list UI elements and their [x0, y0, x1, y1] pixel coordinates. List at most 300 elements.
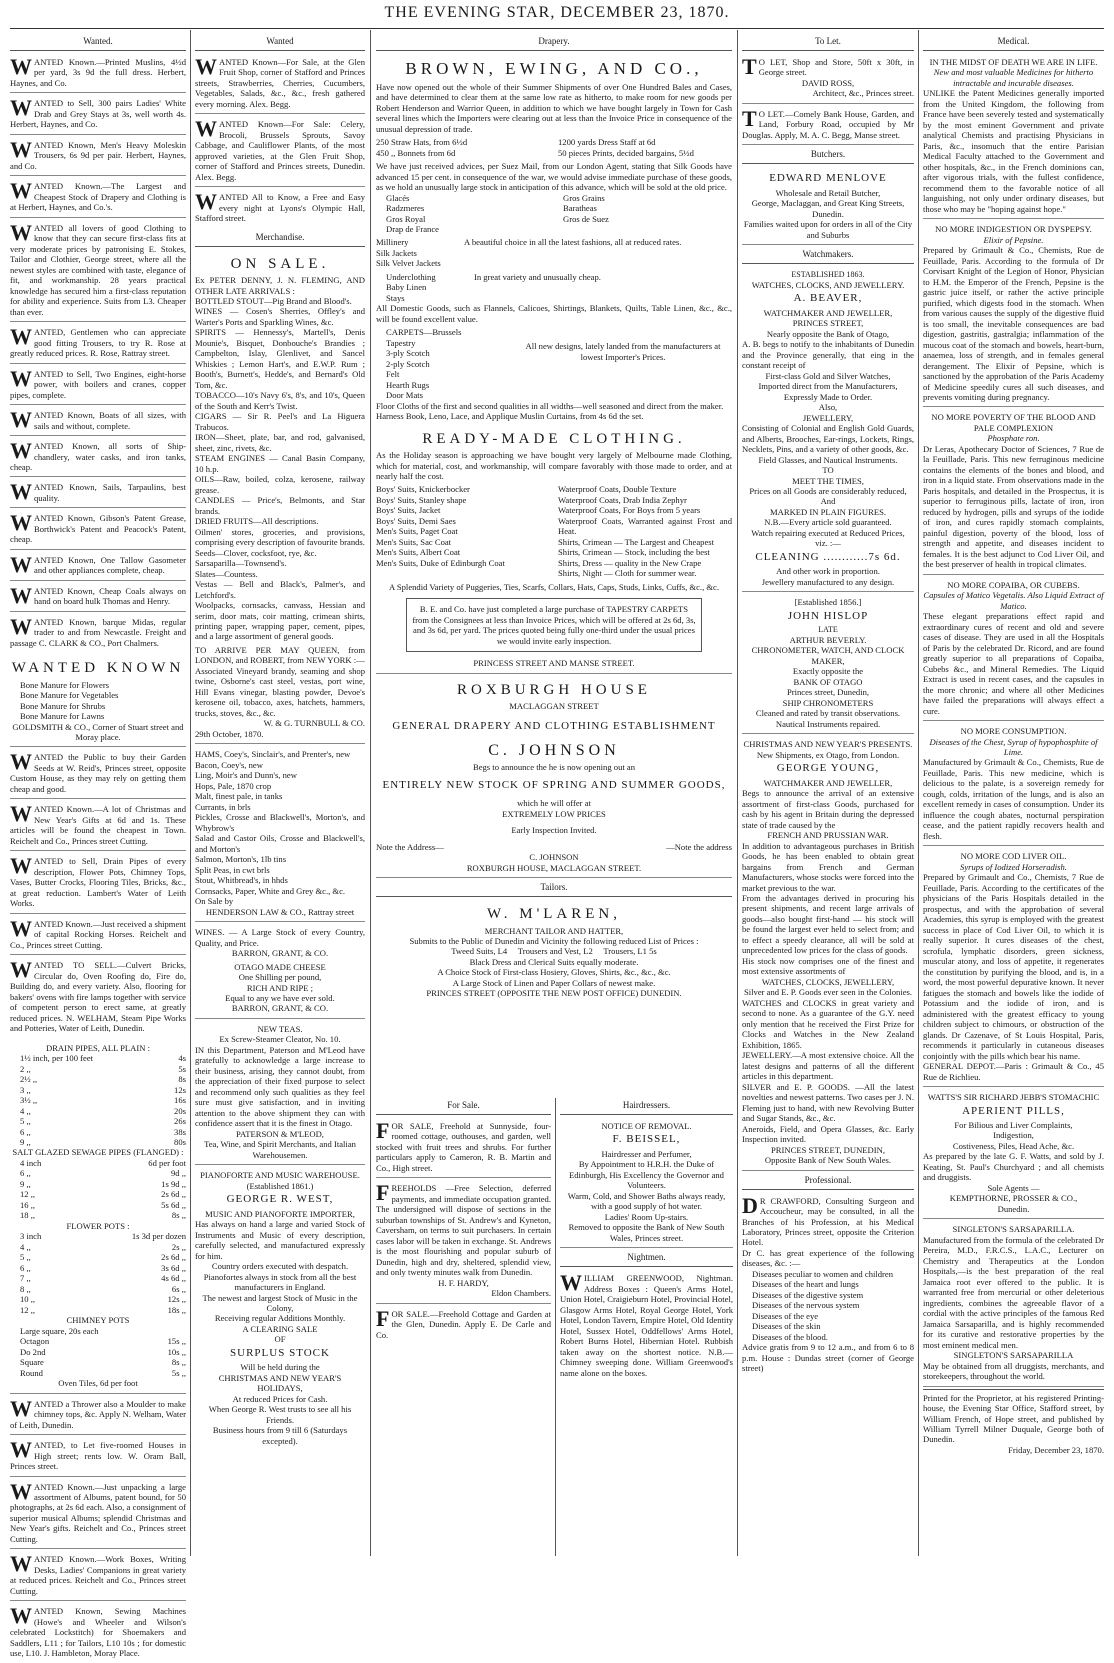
ad-subtitle: MERCHANT TAILOR AND HATTER,: [484, 925, 624, 936]
ad-line: ARTHUR BEVERLY.: [789, 634, 867, 645]
ad-title: CHRISTMAS AND NEW YEAR'S PRESENTS.: [743, 739, 913, 750]
price-row: [10, 1347, 186, 1357]
ad-title: IN THE MIDST OF DEATH WE ARE IN LIFE.: [929, 56, 1098, 67]
ad-line: Watch repairing executed at Reduced Prices,: [751, 527, 905, 538]
ad-item: Sarsaparilla—Townsend's.: [195, 558, 287, 569]
ad-line: Bone Manure for Vegetables: [20, 690, 119, 701]
ad-subtitle: Wholesale and Retail Butcher,: [775, 187, 881, 198]
ad-subtitle: WATCHMAKER AND JEWELLER,: [763, 307, 893, 318]
ad-item: CIGARS — Sir R. Peel's and La Higuera Trabucos.: [195, 411, 365, 432]
ad-signature: KEMPTHORNE, PROSSER & CO.,: [949, 1193, 1078, 1204]
ad-item: Cornsacks, Paper, White and Grey &c., &c.: [195, 885, 346, 896]
price-item: 12 ,,: [20, 1304, 36, 1315]
ad-body: Families waited upon for orders in all of the City and Suburbs: [743, 219, 913, 240]
ad-body: SILVER and E. P. GOODS. —All the latest novelties and newest patterns. Two cases per J. N. Fleming just to hand, with new Revolving Butter and Sugar Stands, &c., &c.: [742, 1081, 914, 1124]
ad-body: ANTED Known.—Printed Muslins, 4½d per yard, 3s 9d the full dress. Herbert, Haynes, and Co.: [10, 56, 186, 88]
ad-body: All Domestic Goods, such as Flannels, Calicoes, Shirtings, Blankets, Quilts, Table Linen, &c., &c., will be found excellent value.: [376, 303, 732, 324]
ad-subtitle: WATCHMAKER AND JEWELLER,: [763, 777, 893, 788]
ad-est: [Established 1856.]: [794, 597, 862, 608]
drop-cap: W: [10, 1395, 32, 1421]
ad-item: Diseases peculiar to women and children: [752, 1268, 894, 1279]
drop-cap: W: [10, 365, 32, 391]
column-divider: [737, 30, 738, 1556]
ad-line: TO: [822, 465, 834, 476]
ad-item: Boys' Suits, Knickerbocker: [376, 484, 470, 495]
ad-body: Begs to announce the arrival of an extensive assortment of first-class Goods, purchased for cash by his agent in Britain during the depressed state of trade caused by the: [742, 788, 914, 830]
ads-list: [10, 749, 186, 1037]
ad-footer: A Splendid Variety of Puggeries, Ties, Scarfs, Collars, Hats, Caps, Studs, Links, Cuffs, &c., &c.: [388, 581, 720, 592]
price-row: [10, 1210, 186, 1220]
price-item: 4 ,,: [20, 1105, 31, 1116]
price-rows: [10, 1053, 186, 1147]
ad-body: ANTED Known—For Sale, at the Glen Fruit Shop, corner of Stafford and Princes streets, Strawberries, Cherries, Cucumbers, Vegetables, Salads, &c., &c., fresh gathered every morning. Alex. Begg.: [195, 56, 365, 109]
column-drapery: [376, 34, 732, 1094]
ad-line: which he will offer at: [517, 798, 591, 809]
ad-line: Field Glasses, and Nautical Instruments.: [758, 454, 898, 465]
ad-name: A. BEAVER,: [793, 292, 863, 305]
ad-line: SHIP CHRONOMETERS: [782, 697, 874, 708]
price-item: Round: [20, 1367, 43, 1378]
ad-line: EXTREMELY LOW PRICES: [502, 808, 606, 819]
price-value: 12s ,,: [167, 1294, 186, 1305]
ad-item: IRON—Sheet, plate, bar, and rod, galvanised, sheet, zinc, rivets, &c.: [195, 432, 365, 453]
ad-name: EDWARD MENLOVE: [769, 172, 887, 185]
ad-signature: HENDERSON LAW & CO., Rattray street: [205, 906, 355, 917]
price-rows: [10, 1326, 186, 1378]
price-rows: [10, 1231, 186, 1315]
price-row: [10, 1074, 186, 1084]
ad-item: Waterproof Coats, Warranted against Frost and Heat.: [558, 515, 732, 537]
ad-title: NO MORE COD LIVER OIL.: [960, 851, 1067, 862]
ad-body: ANTED Known, all sorts of Ship-chandlery, water casks, and iron tanks, cheap.: [10, 441, 186, 472]
ad-body: ANTED All to Know, a Free and Easy every night at Lyons's Olympic Hall, Stafford street.: [195, 192, 365, 224]
ad-item: Slates—Countess.: [195, 568, 258, 579]
ad-item: Underclothing: [386, 271, 436, 282]
ad-beaver: [742, 267, 914, 592]
ad-phosphate-iron: [923, 409, 1104, 574]
ad-address: George, Maclaggan, and Great King Streets, Dunedin.: [751, 198, 905, 219]
ad-item: Pickles, Crosse and Blackwell's, Morton's, and Whybrow's: [195, 812, 365, 833]
ad-title: NEW TEAS.: [257, 1023, 303, 1034]
ad-line: Silver and E. P. Goods ever seen in the Colonies.: [743, 987, 913, 998]
ad-item: Ling, Moir's and Dunn's, new: [195, 770, 297, 781]
column-divider: [370, 30, 371, 1556]
ad-title: ON SALE.: [230, 255, 330, 272]
classified-ad: [10, 1551, 186, 1601]
ad-line: CHRISTMAS AND NEW YEAR'S HOLIDAYS,: [218, 1372, 342, 1394]
ad-body: REEHOLDS —Free Selection, deferred payments, and immediate occupation granted. The undersigned will dispose of sections in the suburban townships of St. Andrew's and Kyneton, Caversham, on terms to suit purchasers. In certain cases labor will be taken in exchange. St. Andrews is the most flourishing and popular suburb of Dunedin, high and dry, sheltered, splendid view, and only twenty minutes walk from Dunedin.: [376, 1183, 551, 1278]
price-value: 20s: [174, 1105, 186, 1116]
ad-body: ANTED all lovers of good Clothing to know that they can secure first-class fits at very moderate prices by patronising E. Stokes, Tailor and Clothier, George street, where all the newest styles are combined with taste, elegance of fit, and workmanship. 28 years practical knowledge has secured him a first-class reputation for ability and experience. Suits from L3. Cheaper than ever.: [10, 222, 186, 317]
ad-items: [376, 484, 550, 578]
ad-new-teas: [195, 1021, 365, 1165]
classified-ad: [10, 583, 186, 612]
ad-body: Have now opened out the whole of their Summer Shipments of over One Hundred Bales and Cases, and have determined to clear them at the same low rate as hitherto, to make room for new goods per Robert Henderson and Warrior Queen, in addition to which we have bought largely in Town for Cash several lines which the Importers were clearing out at less than the Invoice Price in consequence of the unusual depression of trade.: [376, 81, 732, 134]
ad-item: SPIRITS — Hennessy's, Martell's, Denis Mounie's, Bisquet, Donbouche's Brandies ; Campbelton, Islay, Glenlivet, and Sancel Whiskies ; Lemon Hart's, and E.W.P. Rum ; Booth's, Burnett's, Hedde's, and Bernard's Old Tom, &c.: [195, 327, 365, 390]
oven-tiles: Oven Tiles, 6d per foot: [58, 1378, 138, 1389]
section-heading-for-sale: For Sale.: [376, 1098, 551, 1115]
ad-body: ANTED Known, Cheap Coals always on hand on board hulk Thomas and Henry.: [34, 585, 186, 607]
ad-item: Shirts, Crimean — Stock, including the best: [558, 547, 710, 558]
ad-line: N.B.—Every article sold guaranteed.: [764, 517, 892, 528]
ad-item: Felt: [386, 369, 400, 380]
ad-item: Drap de France: [386, 224, 439, 234]
ad-body: ANTED to Sell, 300 pairs Ladies' White Drab and Grey Stays at 3s, well worth 4s. Herbert, Haynes, and Co.: [10, 98, 186, 130]
ad-body: Prepared by Grimault and Co., Chemists, 7 Rue de Feuillade, Paris. According to the certificates of the physicians of the Paris Hospitals detailed in the prospectus, and with the approbation of several Academies, this syrup is employed with the greatest success in place of Cod Liver Oil, to which it is really superior. It cures diseases of the chest, scrofula, lymphatic disorders, green sickness, muscular atony, and loss of appetite, it regenerates the constitution by purifying the blood, and is, in a word, the most powerful depurative known. It never fatigues the stomach and bowels like the iodide of Potassium and the iodide of iron, and is administered with the greatest efficacy to young children subject to chimours, or obstruction of the glands. Dr Cazenave, of St Louis Hospital, Paris, recommends it particularly in cutaneous diseases conjointly with the pills which bear his name.: [923, 872, 1104, 1061]
ad-item: Gros Royal: [386, 213, 426, 224]
ad-line: Prices on all Goods are considerably reduced,: [749, 486, 907, 496]
ad-name: GEORGE YOUNG,: [776, 762, 880, 775]
ad-address: PRINCES STREET (OPPOSITE THE NEW POST OFFICE) DUNEDIN.: [426, 988, 682, 999]
classified-ad: [10, 366, 186, 405]
column-wanted-1: [10, 34, 186, 1659]
price-item: 9 ,,: [20, 1136, 31, 1147]
ad-items: [376, 237, 456, 268]
ad-items: [376, 137, 550, 158]
ad-item: Malt, finest pale, in tanks: [195, 791, 283, 802]
ad-item: Vestas — Bell and Black's, Palmer's, and Letchford's.: [195, 579, 365, 600]
price-row: [10, 1053, 186, 1063]
ad-item: Shirts, Night — Cloth for summer wear.: [558, 568, 697, 579]
classified-ad: [10, 853, 186, 913]
ad-item: CANDLES — Price's, Belmonts, and Star brands.: [195, 495, 365, 516]
ad-item: Woolpacks, cornsacks, canvass, Hessian and serim, door mats, coir matting, crimean shirts, printing paper, wrapping paper, cement, pipes, and a large assortment of general goods.: [195, 600, 365, 642]
price-value: 26s: [174, 1116, 186, 1127]
ad-items: [386, 193, 555, 235]
ad-body: ANTED TO SELL.—Culvert Bricks, Circular do, Oven Roofing do, Fire do, Building do, and every variety. Also, flooring for bakers' ovens with fire lamps together with service of competent person to erect same, at greatly reduced prices. N. WELHAM, Steam Pipe Works and Potteries, Water of Leith, Dunedin.: [10, 960, 186, 1034]
ad-item: DRIED FRUITS—All descriptions.: [195, 516, 319, 527]
ad-line: At reduced Prices for Cash.: [232, 1393, 328, 1404]
ad-line: BANK OF OTAGO: [793, 676, 863, 687]
ad-signature-sub: Dunedin.: [997, 1203, 1030, 1214]
ad-title: NO MORE INDIGESTION OR DYSPEPSY.: [935, 224, 1092, 235]
ad-body: ANTED Known, One Tallow Gasometer and other appliances complete, cheap.: [34, 554, 186, 576]
ad-item: Baby Linen: [386, 282, 427, 293]
ad-signature-sub: Eldon Chambers.: [491, 1288, 551, 1299]
price-value: 5s: [178, 1063, 186, 1074]
drop-cap: W: [10, 1478, 32, 1504]
ad-item: TOBACCO—10's Navy 6's, 8's, and 10's, Queen of the South and Kerr's Twist.: [195, 390, 365, 411]
ad-items: [386, 327, 506, 400]
price-item: 9 ,,: [20, 1178, 31, 1189]
imprint: [923, 1389, 1104, 1460]
ad-heading: GENERAL DRAPERY AND CLOTHING ESTABLISHMENT: [392, 719, 716, 732]
ad-george-young: [742, 736, 914, 1170]
ad-body: ANTED Known, Men's Heavy Moleskin Trousers, 6s 9d per pair. Herbert, Haynes, and Co.: [10, 139, 186, 171]
classified-ad: [10, 1437, 186, 1476]
ad-body: May be obtained from all druggists, merchants, and storekeepers, throughout the world.: [923, 1360, 1104, 1382]
price-row: [10, 1284, 186, 1294]
ad-est: (Established 1861.): [246, 1180, 314, 1191]
ad-on-sale: [195, 250, 365, 745]
ad-body: Manufactured from the formula of the celebrated Dr Pereira, M.D., F.R.C.S., L.A.C., Lecturer on Chemistry and Therapeutics at the London Hospitals,—is the best preparation of the real Jamaica root ever offered to the public. It is warranted free from mercurial or other deleterious ingredients, combines the agreeable flavor of a cordial with the active principles of the famous Red Jamaica Sarsaparilla, and is highly recommended for its curative and restorative properties by the most eminent medical men.: [923, 1234, 1104, 1350]
ad-body: Dr C. has great experience of the following diseases, &c. :—: [742, 1247, 914, 1269]
ad-line: Bone Manure for Lawns: [20, 711, 105, 722]
price-item: 8 ,,: [20, 1283, 31, 1294]
drop-cap: W: [10, 510, 32, 536]
price-item: 10 ,,: [20, 1294, 36, 1305]
section-heading-watchmakers: Watchmakers.: [742, 247, 914, 264]
ad-name: GEORGE R. WEST,: [226, 1193, 334, 1206]
ad-line: SINGLETON'S SARSAPARILLA: [953, 1350, 1074, 1361]
ad-item: Bacon, Coey's, new: [195, 759, 263, 770]
ad-title: BROWN, EWING, AND CO.,: [405, 58, 703, 78]
ad-millinery: [376, 237, 732, 268]
price-row: [10, 1200, 186, 1210]
ad-item: Gros de Suez: [563, 213, 609, 224]
ad-line: MEET THE TIMES,: [792, 475, 864, 486]
ad-subtitle: CHRONOMETER, WATCH, AND CLOCK MAKER,: [751, 645, 905, 666]
price-row: [10, 1116, 186, 1126]
price-item: 7 ,,: [20, 1273, 31, 1284]
ad-body: A. B. begs to notify to the inhabitants of Dunedin and the Province generally, that eing in the constant receipt of: [742, 339, 914, 371]
ad-line: Cleaned and rated by transit observations.: [755, 708, 901, 719]
price-value: 5s 6d ,,: [161, 1199, 186, 1210]
ad-title: NO MORE COPAIBA, OR CUBEBS.: [947, 579, 1080, 590]
ad-title: PIANOFORTE AND MUSIC WAREHOUSE.: [200, 1170, 360, 1181]
price-value: 2s 6d ,,: [161, 1252, 186, 1263]
ad-body: Removed to opposite the Bank of New South Wales, Princes street.: [568, 1222, 725, 1243]
section-heading-drapery: Drapery.: [376, 34, 732, 51]
ad-body: ANTED Known, Sewing Machines (Howe's and Wheeler and Wilson's celebrated Lockstitch) for Shoemakers and Saddlers, L11 ; for Tailors, L10 10s ; for domestic use, L10. J. Hambleton, Moray Place.: [10, 1606, 186, 1659]
ad-item: Salmon, Morton's, 1lb tins: [195, 854, 287, 865]
price-value: 4s: [178, 1053, 186, 1064]
ad-line: MARKED IN PLAIN FIGURES.: [769, 506, 887, 517]
price-value: 9d ,,: [170, 1168, 186, 1179]
section-heading-butchers: Butchers.: [742, 147, 914, 164]
price-item: 12 ,,: [20, 1189, 36, 1200]
ad-address: ROXBURGH HOUSE, MACLAGGAN STREET.: [466, 862, 642, 873]
section-heading-nightmen: Nightmen.: [560, 1250, 733, 1267]
price-item: 2½ ,,: [20, 1074, 38, 1085]
ad-item: Diseases of the heart and lungs: [752, 1279, 859, 1290]
ad-signature: DAVID ROSS,: [801, 77, 855, 88]
drop-cap: D: [742, 1192, 758, 1218]
ad-line: Indigestion,: [993, 1130, 1034, 1141]
ad-line: When George R. West trusts to see all his Friends.: [208, 1404, 352, 1425]
ad-body: Has always on hand a large and varied Stock of Instruments and Music of every description, carefully selected, and manufactured expressly for him.: [195, 1219, 365, 1261]
ad-consumption: [923, 723, 1104, 846]
ad-line: Costiveness, Piles, Head Ache, &c.: [952, 1140, 1075, 1151]
ad-body: Dr Leras, Apothecary Doctor of Sciences, 7 Rue de la Feuillade, Paris. This new ferruginous medicine contains the elements of the bones and blood, and iron in a liquid state. From observations made in the Paris hospitals, and detailed in the Prospectus, it is superior to ferruginous pills, lactate of iron, iron reduced by hydrogen, pills and syrups of the iodide of iron, and cures rapidly stomach complaints, painful digestion, poverty of the blood, loss of strength and appetite, and diseases incident to females. It is the best adjunct to Cod Liver Oil, and the best preserver of health in tropical climates.: [923, 443, 1104, 570]
price-row: [10, 1168, 186, 1178]
ad-item: Shirts, Crimean — The Largest and Cheapest: [558, 536, 715, 547]
ads-list: [195, 54, 365, 228]
ad-body: WINES. — A Large Stock of every Country, Quality, and Price.: [195, 927, 365, 948]
ad-line: Imported direct from the Manufacturers, Expressly Made to Order.: [758, 381, 898, 402]
ad-body: UNLIKE the Patent Medicines generally imported from the United Kingdom, the following from France have been severely tested and systematically by the most eminent Government and private analytical Chemists and practising Physicians in Paris, &c., insomuch that the entire Parisian Medical Faculty attached to the Government and other hospitals, &c., in the French dominions can, after vigorous trials, with the fullest confidence, recommend them to the favorable notice of all languishing, not only under ordinary diseases, but those who may be "hoping against hope.": [923, 88, 1104, 214]
ad-body: Harness Book, Leno, Lace, and Applique Muslin Curtains, from 4s 6d the set.: [376, 411, 644, 422]
ad-title: READY-MADE CLOTHING.: [422, 430, 686, 447]
ad-item: Men's Suits, Albert Coat: [376, 547, 461, 558]
drop-cap: F: [376, 1180, 390, 1206]
ad-hislop: [742, 594, 914, 734]
price-item: 5 ,,: [20, 1252, 31, 1263]
ad-items: [563, 193, 732, 235]
ad-items: [742, 1269, 914, 1342]
ad-body: Consisting of Colonial and English Gold Guards, and Alberts, Brooches, Ear-rings, Lockets, Rings, Necklets, Pins, and a variety of other goods, &c.: [742, 423, 914, 455]
ad-line: LATE: [818, 625, 838, 635]
ad-price-pair: [376, 137, 732, 158]
drop-cap: W: [195, 116, 217, 142]
drop-cap: W: [10, 438, 32, 464]
ad-item: Diseases of the skin: [752, 1321, 821, 1332]
ad-line: Pianofortes always in stock from all the best manufacturers in England.: [203, 1271, 357, 1293]
ad-body: ANTED Known, Gibson's Patent Grease, Borthwick's Patent and Peacock's Patent, cheap.: [10, 513, 186, 545]
ad-item: CARPETS—Brussels: [386, 327, 462, 338]
ad-body: Prepared by Grimault & Co., Chemists, Rue de Feuillade, Paris. According to the formula of Dr Corvisart Knight of the Legion of Honor, Physician to H.M. the Emperor of the French, Pepsine is the gastric juice itself, or rather the active principle purified, which digests food in the stomach. When from various causes the supply of the digestive fluid is too small, the inevitable consequences are bad digestion, gastritis, gastralgia; inflammation of the mucous coat of the stomach and bowels, heart-burn, anaemea, loss of strength, and in females general derangement. The Elixir of Pepsine, which is sanctioned by the approbation of the Paris Academy of Medicine speedily cures all such diseases, and prevents vomiting during pregnancy.: [923, 245, 1104, 402]
drop-cap: W: [10, 95, 32, 121]
ad-body: ANTED to Sell, Drain Pipes of every description, Flower Pots, Chimney Tops, Vases, Butter Crocks, Flooring Tiles, Bricks, &c., at great reduction. Lambert's Water of Leith Works.: [10, 856, 186, 909]
ad-item: 450 ,, Bonnets from 6d: [376, 147, 456, 158]
ad-item: Waterproof Coats, Double Texture: [558, 484, 677, 495]
price-row: [10, 1127, 186, 1137]
ad-body: OR SALE.—Freehold Cottage and Garden at the Glen, Dunedin. Apply E. De Carle and Co.: [376, 1308, 551, 1340]
classified-ad: [195, 54, 365, 114]
column-hairdressers: [560, 1098, 733, 1554]
price-value: 10s ,,: [167, 1346, 186, 1357]
price-row: [10, 1294, 186, 1304]
price-value: 6s ,,: [171, 1283, 186, 1294]
ad-item: Men's Suits, Sac Coat: [376, 536, 452, 547]
classified-ad: [10, 407, 186, 436]
ad-menlove: [742, 167, 914, 245]
drop-cap: F: [376, 1117, 390, 1143]
ad-body: ANTED, to Let five-roomed Houses in High street; rents low. W. Oram Ball, Princes street.: [10, 1440, 186, 1472]
price-value: 16s: [174, 1095, 186, 1106]
price-value: 2s ,,: [171, 1241, 186, 1252]
ad-line: JEWELLERY,: [802, 412, 854, 423]
section-heading-professional: Professional.: [742, 1173, 914, 1190]
column-for-sale: [376, 1098, 551, 1554]
column-divider: [918, 30, 919, 1556]
ad-title: NO MORE POVERTY OF THE BLOOD AND PALE COMPLEXION: [931, 412, 1096, 433]
ad-item: BOTTLED STOUT—Pig Brand and Blood's.: [195, 295, 352, 306]
ad-body: His stock now comprises one of the finest and most extensive assortments of: [742, 955, 914, 977]
drop-cap: W: [10, 53, 32, 79]
ad-item: Hearth Rugs: [386, 379, 430, 390]
ad-body: As the Holiday season is approaching we have bought very largely of Melbourne made Clothing, which for material, cost, and workmanship, will compare favorably with those made to order, and at nearly half the cost.: [376, 450, 732, 481]
classified-ad: [10, 438, 186, 477]
price-item: 1½ inch, per 100 feet: [20, 1053, 94, 1064]
price-value: 12s: [174, 1084, 186, 1095]
section-heading-wanted: Wanted.: [10, 34, 186, 51]
ad-line: CLEANING ............7s 6d.: [755, 550, 901, 563]
ad-subtitle: New and most valuable Medicines for hitherto intractable and incurable diseases.: [933, 67, 1094, 88]
ad-body: Manufactured by Grimault & Co., Chemists, Rue de Feuillade, Paris. This new medicine, which is delicious to the palate, is a sovereign remedy for cough, colds, irritation of the lungs, and is also an excellent remedy in cases of consumption. Under its influence the cough abates, nocturnal perspiration cease, and the patient rapidly recovers health and flesh.: [923, 757, 1104, 841]
ad-line: Sole Agents —: [987, 1182, 1040, 1193]
ad-price-list: [10, 1040, 186, 1394]
price-value: 1s 9d ,,: [161, 1178, 186, 1189]
classified-ad: [10, 95, 186, 134]
price-value: 4s 6d ,,: [161, 1273, 186, 1284]
ad-title: NO MORE CONSUMPTION.: [960, 726, 1067, 737]
ad-name: W. M'LAREN,: [486, 906, 622, 923]
ad-item: Door Mats: [386, 390, 423, 401]
ad-sunnyside: [376, 1118, 551, 1178]
masthead-rule: [10, 28, 1104, 29]
ad-to-let-shop: [742, 54, 914, 104]
price-item: 2 ,,: [20, 1063, 31, 1074]
drop-cap: W: [10, 479, 32, 505]
column-divider: [190, 30, 191, 1556]
ad-body: ANTED Known.—Just received a shipment of capital Rocking Horses. Reichelt and Co., Princes street Cutting.: [10, 918, 186, 950]
ad-body: Floor Cloths of the first and second qualities in all widths—well seasoned and direct from the maker.: [376, 400, 724, 411]
ad-line: Equal to any we have ever sold.: [225, 992, 335, 1003]
ad-line: Country orders executed with despatch.: [211, 1261, 349, 1272]
ad-subtitle: Syrups of Iodized Horseradish.: [960, 861, 1067, 872]
ad-item: Waterproof Coats, For Boys from 5 years: [558, 505, 701, 516]
classified-ad: [195, 116, 365, 187]
masthead: THE EVENING STAR, DECEMBER 23, 1870.: [384, 4, 730, 21]
drop-cap: W: [10, 219, 32, 245]
classified-ad: [10, 1479, 186, 1550]
ad-name: F. BEISSEL,: [612, 1133, 681, 1146]
ad-item: Boys' Suits, Stanley shape: [376, 494, 467, 505]
ad-sarsaparilla: [923, 1221, 1104, 1386]
price-item: 4 inch: [20, 1157, 42, 1168]
ad-line: Bone Manure for Flowers: [20, 679, 110, 690]
section-heading-to-let: To Let.: [742, 34, 914, 51]
ad-line: Begs to announce the he is now opening out an: [472, 762, 636, 773]
ad-intro: Ex PETER DENNY, J. N. FLEMING, AND OTHER LATE ARRIVALS :: [195, 275, 365, 296]
ad-line: Nearly opposite the Bank of Otago,: [766, 328, 890, 339]
ad-body: ANTED Known.—Just unpacking a large assortment of Albums, patent bound, for 50 photographs, at 2s 6d each. Also, a consignment of superior musical Albums; splendid Christmas and New Year's gifts. Reichelt and Co., Princes street Cutting.: [10, 1481, 186, 1544]
ad-line: Nautical Instruments repaired.: [775, 718, 881, 729]
ad-body: ANTED Known.—Work Boxes, Writing Desks, Ladies' Companions in great variety at reduced prices. Reichelt and Co., Princes street Cutting.: [10, 1554, 186, 1596]
price-value: 5s ,,: [171, 1367, 186, 1378]
classified-ad: [195, 189, 365, 227]
ad-tapestry-box: B. E. and Co. have just completed a large purchase of TAPESTRY CARPETS from the Consignees at less than Invoice Prices, which will be offered at 2s 6d, 3s, and 3s 6d, per yard. The prices quoted being fully one-third under the usual prices we would invite early inspection.: [406, 598, 702, 652]
price-row: [10, 1273, 186, 1283]
drop-cap: W: [10, 178, 32, 204]
ad-body: ANTED Known—For Sale: Celery, Brocoli, Brussels Sprouts, Savoy Cabbage, and Cauliflower Plants, of the most approved varieties, at the Glen Fruit Shop, corner of Stafford and Princes streets, Dunedin. Alex. Begg.: [195, 119, 365, 182]
price-item: Octagon: [20, 1336, 50, 1347]
ad-title: WATTS'S SIR RICHARD JEBB'S STOMACHIC: [927, 1092, 1100, 1103]
ad-line: Also,: [818, 402, 838, 413]
ad-freeholds: [376, 1180, 551, 1303]
section-heading-wanted: Wanted: [195, 34, 365, 51]
ad-item: Diseases of the eye: [752, 1310, 819, 1321]
drop-cap: W: [10, 1437, 32, 1463]
section-heading-medical: Medical.: [923, 34, 1104, 51]
price-row: [10, 1242, 186, 1252]
ad-items: [558, 137, 732, 158]
ad-hams: [195, 746, 365, 922]
ad-signature: PATERSON & M'LEOD,: [236, 1128, 324, 1139]
ad-item: Gros Grains: [563, 192, 605, 203]
classified-ad: [10, 479, 186, 508]
ad-street: MACLAGGAN STREET: [509, 701, 599, 712]
price-item: 5 ,,: [20, 1116, 31, 1127]
price-value: 8s ,,: [171, 1357, 186, 1368]
ad-matico: [923, 577, 1104, 721]
price-row: [10, 1305, 186, 1315]
ad-item: Baratheas: [563, 203, 597, 214]
ad-item: Shirts, Dress — quality in the New Crape: [558, 557, 702, 568]
classified-ad: [10, 510, 186, 549]
ad-line: Opposite Bank of New South Wales.: [764, 1155, 892, 1166]
ad-body: JEWELLERY.—A most extensive choice. All the latest designs and patterns of all the different articles in this department.: [742, 1050, 914, 1082]
ad-midst-of-death: [923, 54, 1104, 219]
ad-subtitle: Diseases of the Chest, Syrup of hypophosphite of Lime.: [929, 736, 1098, 757]
ad-item: Oilmen' stores, groceries, and provisions, comprising every description of favourite brands.: [195, 526, 365, 548]
ad-item: Silk Velvet Jackets: [376, 258, 441, 269]
ad-item: Men's Suits, Duke of Edinburgh Coat: [376, 557, 505, 568]
ad-body: ANTED Known, Sails, Tarpaulins, best quality.: [34, 482, 186, 503]
ad-body: From the advantages derived in procuring his present shipments, and recent large arrivals of goods—also bought first-hand — his stock will be found the largest ever held to select from; and to effect a speedy clearance, all will be sold at unprecedented low prices for the class of goods.: [742, 892, 914, 956]
price-item: 6 ,,: [20, 1126, 31, 1137]
